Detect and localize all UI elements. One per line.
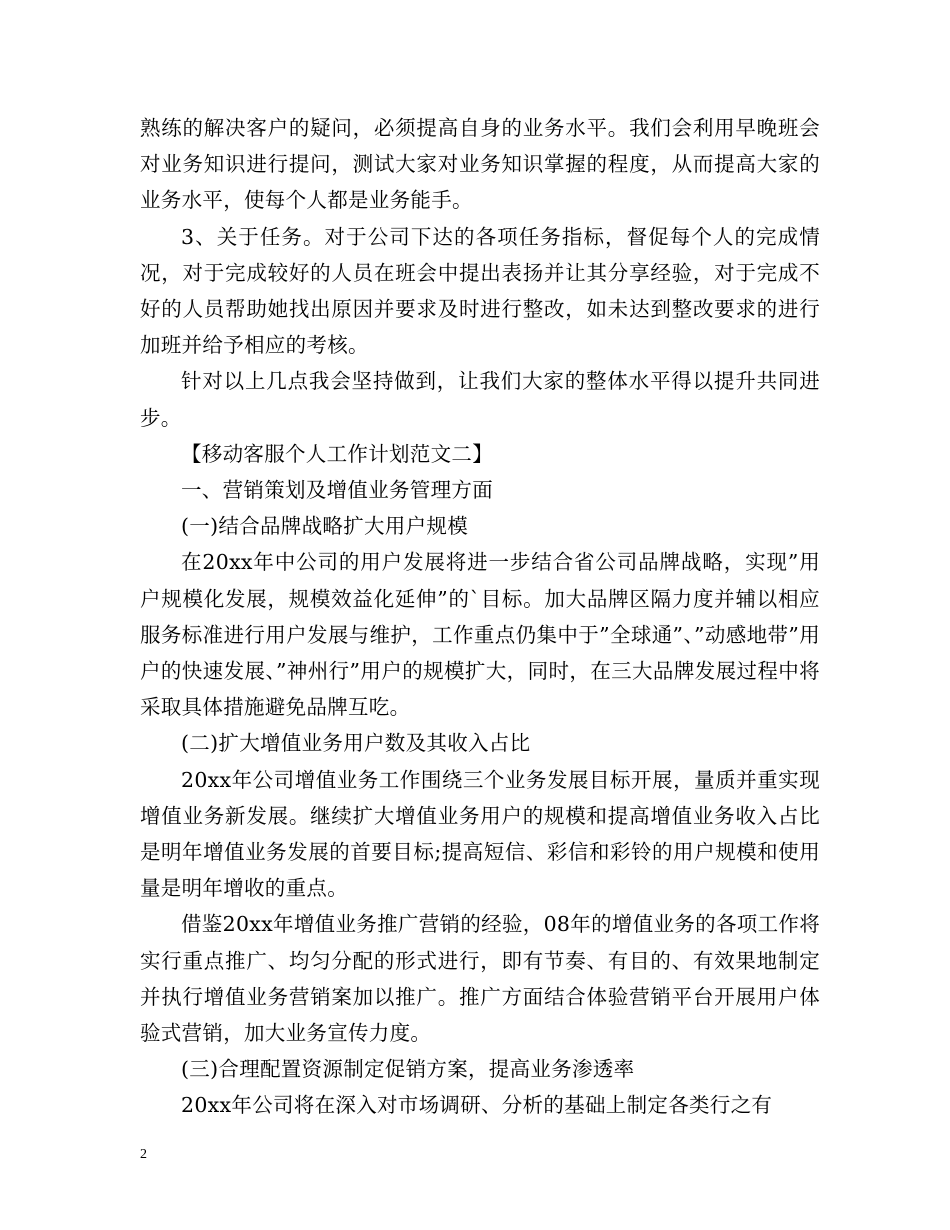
subsection-heading-2: (二)扩大增值业务用户数及其收入占比 (181, 731, 531, 756)
page-number: 2 (140, 1147, 147, 1162)
paragraph-2: 3、关于任务。对于公司下达的各项任务指标，督促每个人的完成情况，对于完成较好的人员在班会中提出表扬并让其分享经验，对于完成不好的人员帮助她找出原因并要求及时进行整改，如未达到整改要求的进行加班并给予相应的考核。 (140, 224, 820, 358)
paragraph-3: 针对以上几点我会坚持做到，让我们大家的整体水平得以提升共同进步。 (140, 369, 820, 430)
subsection-heading-3: (三)合理配置资源制定促销方案，提高业务渗透率 (181, 1057, 635, 1082)
paragraph-1: 熟练的解决客户的疑问，必须提高自身的业务水平。我们会利用早晚班会对业务知识进行提问，测试大家对业务知识掌握的程度，从而提高大家的业务水平，使每个人都是业务能手。 (140, 116, 820, 213)
paragraph-6: 借鉴20xx年增值业务推广营销的经验，08年的增值业务的各项工作将实行重点推广、均匀分配的形式进行，即有节奏、有目的、有效果地制定并执行增值业务营销案加以推广。推广方面结合体验营销平台开展用户体验式营销，加大业务宣传力度。 (140, 912, 820, 1046)
subsection-heading-1: (一)结合品牌战略扩大用户规模 (181, 514, 468, 539)
paragraph-7: 20xx年公司将在深入对市场调研、分析的基础上制定各类行之有 (181, 1093, 773, 1118)
paragraph-4: 在20xx年中公司的用户发展将进一步结合省公司品牌战略，实现”用户规模化发展，规模效益化延伸”的`目标。加大品牌区隔力度并辅以相应服务标准进行用户发展与维护，工作重点仍集中于”全球通”、”动感地带”用户的快速发展、”神州行”用户的规模扩大，同时，在三大品牌发展过程中将采取具体措施避免品牌互吃。 (140, 550, 820, 720)
paragraph-5: 20xx年公司增值业务工作围绕三个业务发展目标开展，量质并重实现增值业务新发展。继续扩大增值业务用户的规模和提高增值业务收入占比是明年增值业务发展的首要目标;提高短信、彩信和彩铃的用户规模和使用量是明年增收的重点。 (140, 767, 820, 901)
section-title: 【移动客服个人工作计划范文二】 (181, 441, 493, 466)
document-body (140, 110, 820, 1124)
section-heading-1: 一、营销策划及增值业务管理方面 (181, 478, 493, 503)
